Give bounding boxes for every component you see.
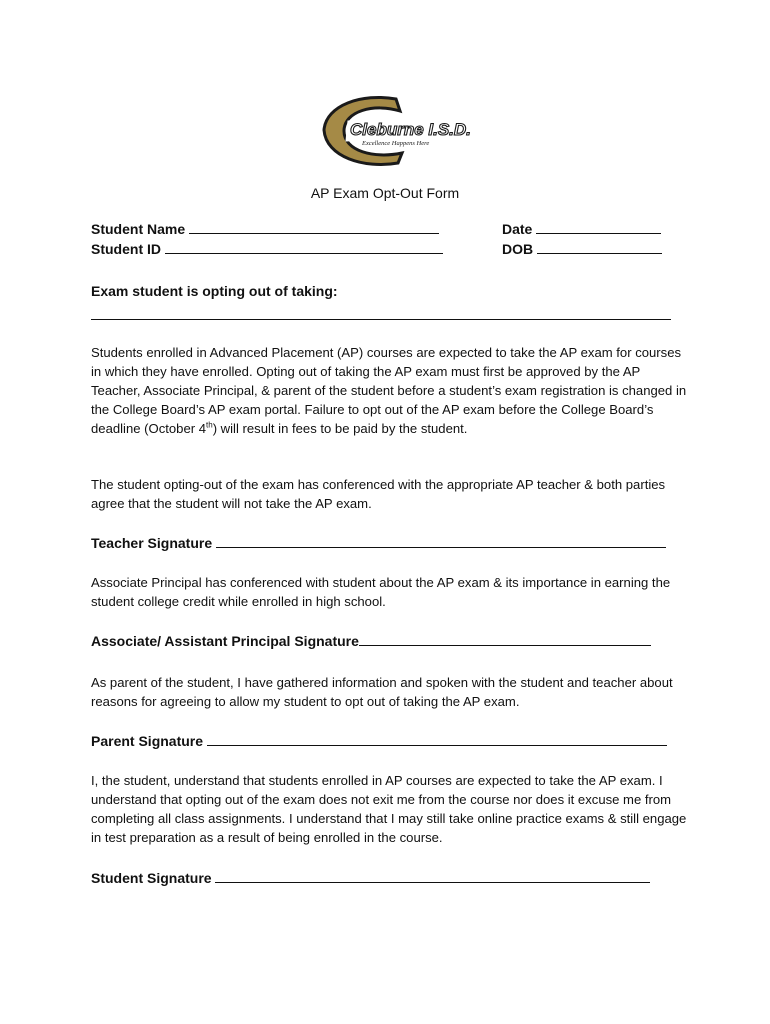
student-signature-row <box>91 870 650 886</box>
student-acknowledgment-paragraph <box>91 771 691 847</box>
student-signature-field[interactable] <box>215 870 650 883</box>
exam-field[interactable] <box>91 307 671 320</box>
logo-name: Cleburne I.S.D. <box>350 120 471 139</box>
principal-text: Associate Principal has conferenced with student about the AP exam & its importance in earning the student college credit while enrolled in high school. <box>91 575 671 609</box>
parent-text: As parent of the student, I have gathered information and spoken with the student and teacher about reasons for agreeing to allow my student to opt out of taking the AP exam. <box>91 675 673 709</box>
student-signature-label: Student Signature <box>91 870 212 886</box>
district-logo <box>318 95 471 167</box>
logo-tagline: Excellence Happens Here <box>362 140 430 147</box>
teacher-signature-row <box>91 535 666 551</box>
parent-signature-field[interactable] <box>207 733 667 746</box>
principal-paragraph <box>91 573 691 611</box>
dob-row <box>502 241 662 257</box>
dob-label: DOB <box>502 241 534 257</box>
dob-field[interactable] <box>537 241 662 254</box>
parent-signature-label: Parent Signature <box>91 733 204 749</box>
assoc-principal-signature-label: Associate/ Assistant Principal Signature <box>91 633 359 649</box>
policy-paragraph <box>91 343 691 438</box>
parent-signature-row <box>91 733 667 749</box>
student-id-label: Student ID <box>91 241 161 257</box>
parent-paragraph <box>91 673 691 711</box>
student-name-row <box>91 221 439 237</box>
policy-text-end: ) will result in fees to be paid by the student. <box>212 421 468 436</box>
date-row <box>502 221 661 237</box>
cleburne-isd-logo-graphic <box>318 95 471 167</box>
policy-superscript: th <box>206 420 213 430</box>
teacher-agreement-paragraph <box>91 475 691 513</box>
form-title: AP Exam Opt-Out Form <box>310 185 460 201</box>
policy-text: Students enrolled in Advanced Placement (AP) courses are expected to take the AP exam for courses in which they have enrolled. Opting out of taking the AP exam must first be approved by the AP Teacher, Associate Principal, & parent of the student before a student’s exam registration is changed in the College Board’s AP exam portal. Failure to opt out of the AP exam before the College Board’s deadline (October 4 <box>91 345 687 436</box>
student-acknowledgment-text: I, the student, understand that students enrolled in AP courses are expected to take the AP exam. I understand that opting out of the exam does not exit me from the course nor does it excuse me from completing all class assignments. I understand that I may still take online practice exams & still engage in test preparation as a result of being enrolled in the course. <box>91 773 687 845</box>
assoc-principal-signature-row <box>91 633 651 649</box>
exam-label: Exam student is opting out of taking: <box>91 283 338 299</box>
student-id-field[interactable] <box>165 241 443 254</box>
teacher-signature-label: Teacher Signature <box>91 535 213 551</box>
student-id-row <box>91 241 443 257</box>
teacher-signature-field[interactable] <box>216 535 666 548</box>
date-field[interactable] <box>536 221 661 234</box>
student-name-label: Student Name <box>91 221 186 237</box>
date-label: Date <box>502 221 533 237</box>
student-name-field[interactable] <box>189 221 439 234</box>
teacher-agreement-text: The student opting-out of the exam has conferenced with the appropriate AP teacher & both parties agree that the student will not take the AP exam. <box>91 477 666 511</box>
assoc-principal-signature-field[interactable] <box>359 633 651 646</box>
